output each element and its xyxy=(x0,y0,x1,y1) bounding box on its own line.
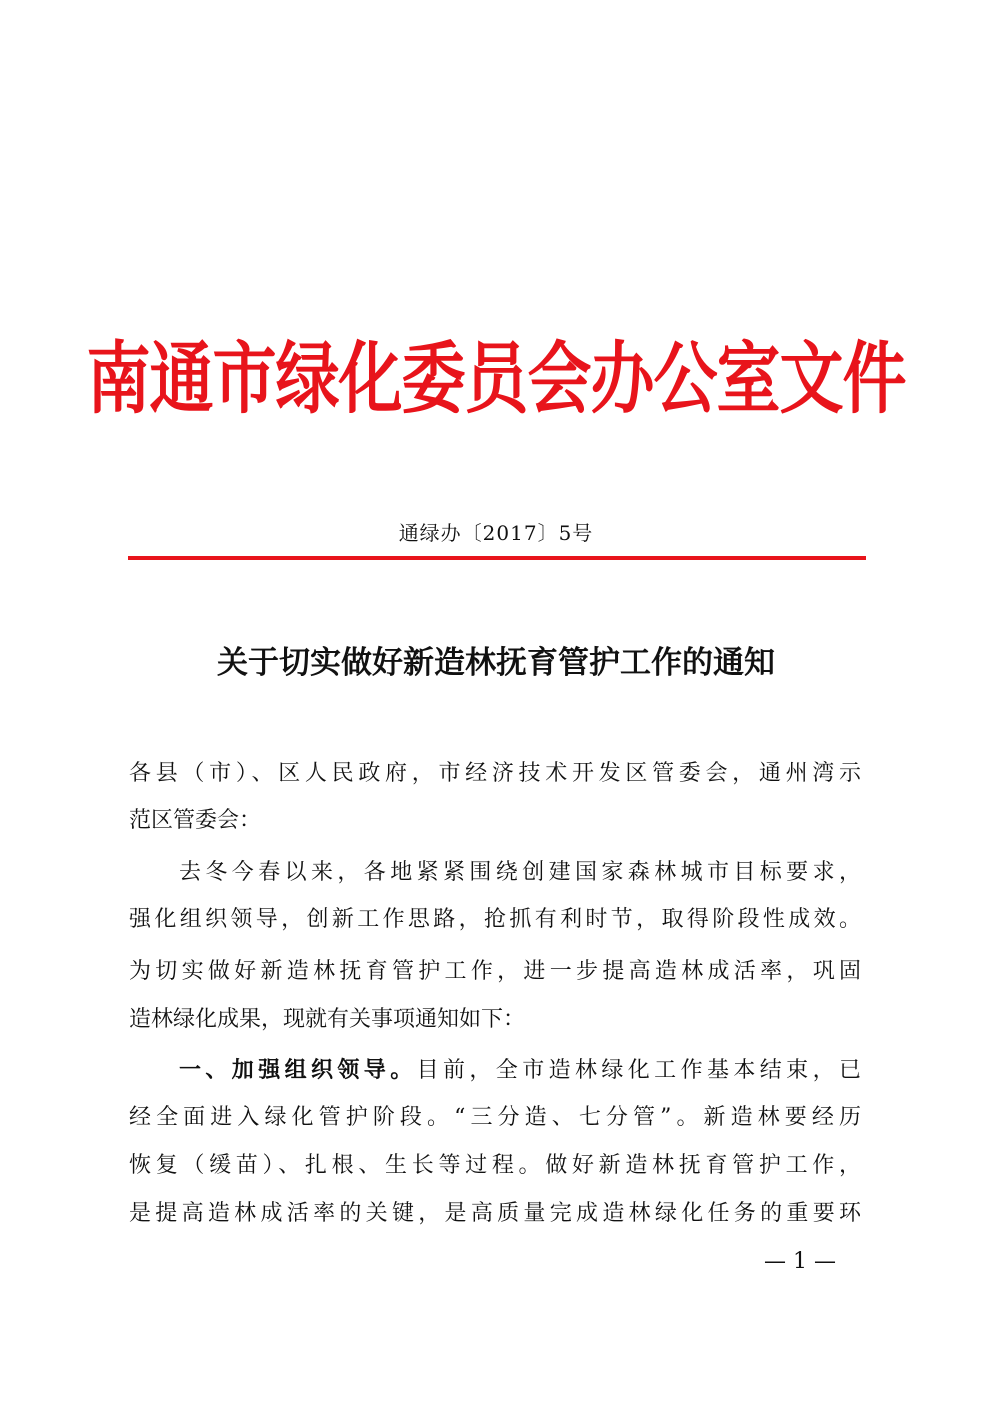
red-divider-line xyxy=(128,556,866,560)
section-1-heading: 一、加强组织领导。 xyxy=(179,1058,417,1083)
body-line: 恢复（缓苗）、扎根、生长等过程。做好新造林抚育管护工作， xyxy=(129,1153,861,1178)
body-line: 范区管委会： xyxy=(129,808,262,833)
document-masthead: 南通市绿化委员会办公室文件 xyxy=(86,334,906,426)
section-1-text: 目前，全市造林绿化工作基本结束，已 xyxy=(416,1058,861,1083)
document-number: 通绿办〔2017〕5号 xyxy=(398,521,594,545)
body-line: 是提高造林成活率的关键，是高质量完成造林绿化任务的重要环 xyxy=(129,1201,861,1226)
body-line: 各县（市）、区人民政府，市经济技术开发区管委会，通州湾示 xyxy=(129,761,861,786)
section-1-first-line xyxy=(179,1051,861,1091)
page-number: — 1 — xyxy=(764,1249,836,1274)
body-line: 去冬今春以来，各地紧紧围绕创建国家森林城市目标要求， xyxy=(179,860,861,885)
body-line: 为切实做好新造林抚育管护工作，进一步提高造林成活率，巩固 xyxy=(129,959,861,984)
body-line: 经全面进入绿化管护阶段。“三分造、七分管”。新造林要经历 xyxy=(129,1105,861,1130)
document-title: 关于切实做好新造林抚育管护工作的通知 xyxy=(217,645,775,681)
body-line: 造林绿化成果，现就有关事项通知如下： xyxy=(129,1007,526,1032)
body-line: 强化组织领导，创新工作思路，抢抓有利时节，取得阶段性成效。 xyxy=(129,907,861,932)
